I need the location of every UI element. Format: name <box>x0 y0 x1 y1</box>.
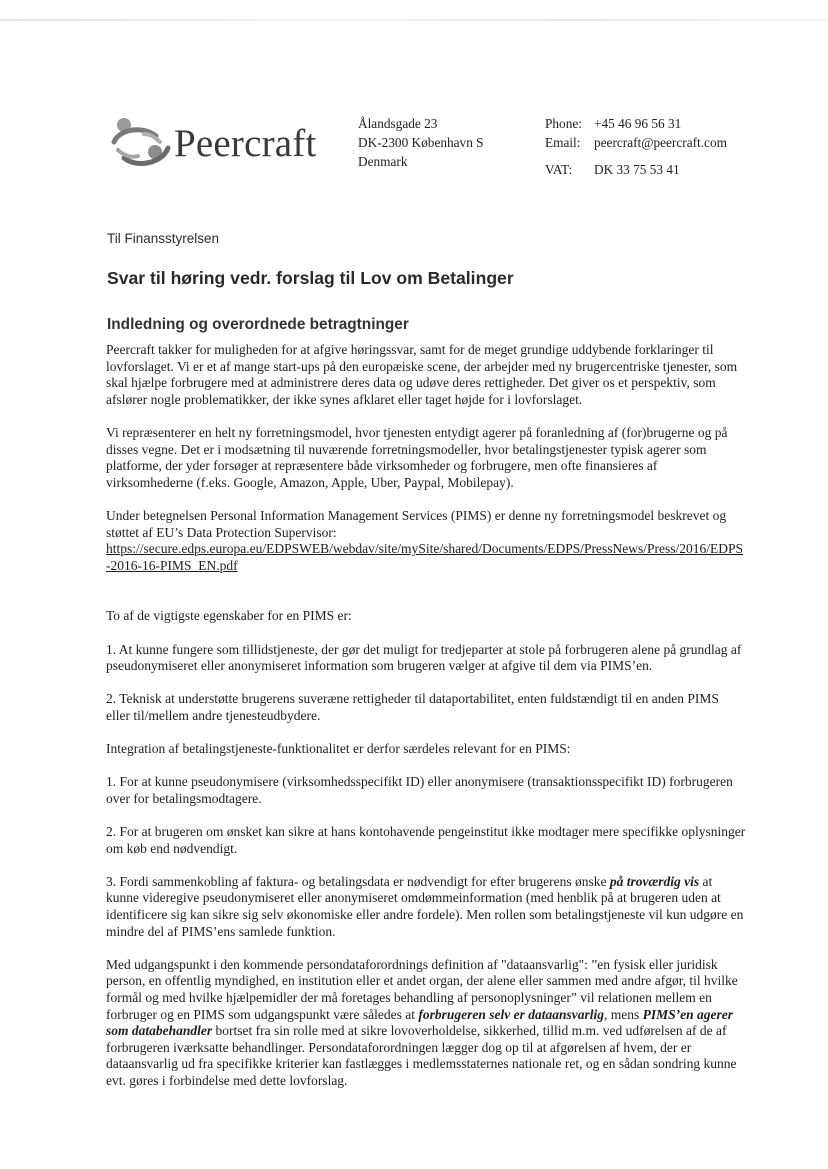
paragraph: Integration af betalingstjeneste-funktionalitet er derfor særdeles relevant for en PIMS: <box>106 741 571 757</box>
address-line: Denmark <box>358 154 408 169</box>
phone-label: Phone: <box>545 116 582 131</box>
list-item: 1. At kunne fungere som tillidstjeneste, der gør det muligt for tredjeparter at stole på forbrugeren alene på grundlag af pseudonymiseret eller anonymiseret information som brugeren vælger at afgive til dem via PIMS’en. <box>106 641 742 674</box>
company-contact <box>545 114 727 179</box>
paragraph-text: Med udgangspunkt i den kommende persondataforordnings definition af "dataansvarlig": ”en fysisk eller juridisk person, en offentlig myndighed, en institution eller et andet organ, der alene eller sammen med andre afgør, til hvilke formål og med hvilke hjælpemidler der må foretages behandling af personoplysninger” vil relationen mellem en forbruger og en PIMS som udgangspunkt være således at <box>106 956 738 1022</box>
contact-email <box>545 133 727 152</box>
list-item <box>106 874 746 940</box>
letter-body <box>106 342 746 1106</box>
emphasis: forbrugeren selv er dataansvarlig <box>418 1006 604 1022</box>
company-name: Peercraft <box>174 122 317 165</box>
paragraph <box>106 508 746 574</box>
paragraph: Peercraft takker for muligheden for at afgive høringssvar, samt for de meget grundige uddybende forklaringer til lovforslaget. Vi er et af mange start-ups på den europæiske scene, der arbejder med ny brugercentriske tjenester, som skal hjælpe forbrugere med at administrere deres data og udøve deres rettigheder. Det giver os et perspektiv, som afslører nogle problematikker, der ikke synes afklaret eller taget højde for i lovforslaget. <box>106 342 738 407</box>
list-item: 2. Teknisk at understøtte brugerens suveræne rettigheder til dataportabilitet, enten fuldstændigt til en anden PIMS eller til/mellem andre tjenesteudbydere. <box>106 691 719 723</box>
list-item: 1. For at kunne pseudonymisere (virksomhedsspecifikt ID) eller anonymisere (transaktionsspecifikt ID) forbrugeren over for betalingsmodtagere. <box>106 774 733 806</box>
peercraft-logo-icon <box>108 112 174 178</box>
phone-value: +45 46 96 56 31 <box>594 116 682 131</box>
paragraph-text: 3. Fordi sammenkobling af faktura- og betalingsdata er nødvendigt for efter brugerens ønske <box>106 873 610 889</box>
recipient: Til Finansstyrelsen <box>107 231 220 246</box>
address-line: DK-2300 København S <box>358 135 484 150</box>
spacer <box>106 574 746 608</box>
email-label: Email: <box>545 135 581 150</box>
edps-link[interactable]: https://secure.edps.europa.eu/EDPSWEB/webdav/site/mySite/shared/Documents/EDPS/PressNews/Press/2016/EDPS-2016-16-PIMS_EN.pdf <box>106 541 744 573</box>
paragraph: Vi repræsenterer en helt ny forretningsmodel, hvor tjenesten entydigt agerer på foranledning af (for)brugerne og på disses vegne. Det er i modsætning til nuværende forretningsmodeller, hvor betalingstjenester typisk agerer som platforme, der yder forsøger at repræsentere både virksomheder og forbrugere, men ofte finansieres af virksomhederne (f.eks. Google, Amazon, Apple, Uber, Paypal, Mobilepay). <box>106 424 728 490</box>
emphasis: på troværdig vis <box>609 873 700 889</box>
paragraph-text: , mens <box>603 1006 643 1022</box>
vat-label: VAT: <box>545 162 573 177</box>
company-address <box>358 114 484 171</box>
paragraph-text: at kunne videregive pseudonymiseret eller anonymiseret omdømmeinformation (med henblik på at brugeren uden at identificere sig kan sikre sig selv økonomiske eller andre fordele). Men rollen som betalingstjeneste vil kun udgøre en mindre del af PIMS’ens samlede funktion. <box>106 873 744 939</box>
vat-value: DK 33 75 53 41 <box>594 162 680 177</box>
email-value: peercraft@peercraft.com <box>594 135 727 150</box>
paragraph <box>106 957 746 1090</box>
address-line: Ålandsgade 23 <box>358 116 438 131</box>
contact-vat <box>545 160 727 179</box>
paragraph-text: Under betegnelsen Personal Information Management Services (PIMS) er denne ny forretningsmodel beskrevet og støttet af EU’s Data Protection Supervisor: <box>106 507 727 540</box>
section-heading: Indledning og overordnede betragtninger <box>107 316 409 333</box>
paragraph-text: bortset fra sin rolle med at sikre lovoverholdelse, sikkerhed, tillid m.m. ved udførelsen af de af forbrugeren iværksatte behandlinger. Persondataforordningen lægger dog op til at afgørelsen af hvem, der er dataansvarlig ud fra specifikke kriterier kan fastlægges i medlemsstaternes nationale ret, og en sådan sondring kunne evt. gøres i forbindelse med dette lovforslag. <box>106 1023 737 1088</box>
contact-phone <box>545 114 727 133</box>
company-logo <box>108 112 338 178</box>
paragraph: To af de vigtigste egenskaber for en PIMS er: <box>106 608 352 624</box>
list-item: 2. For at brugeren om ønsket kan sikre at hans kontohavende pengeinstitut ikke modtager mere specifikke oplysninger om køb end nødvendigt. <box>106 824 746 856</box>
scan-artifact-line <box>0 19 828 21</box>
emphasis: PIMS’en agerer som databehandler <box>106 1006 733 1039</box>
document-title: Svar til høring vedr. forslag til Lov om Betalinger <box>107 268 514 288</box>
